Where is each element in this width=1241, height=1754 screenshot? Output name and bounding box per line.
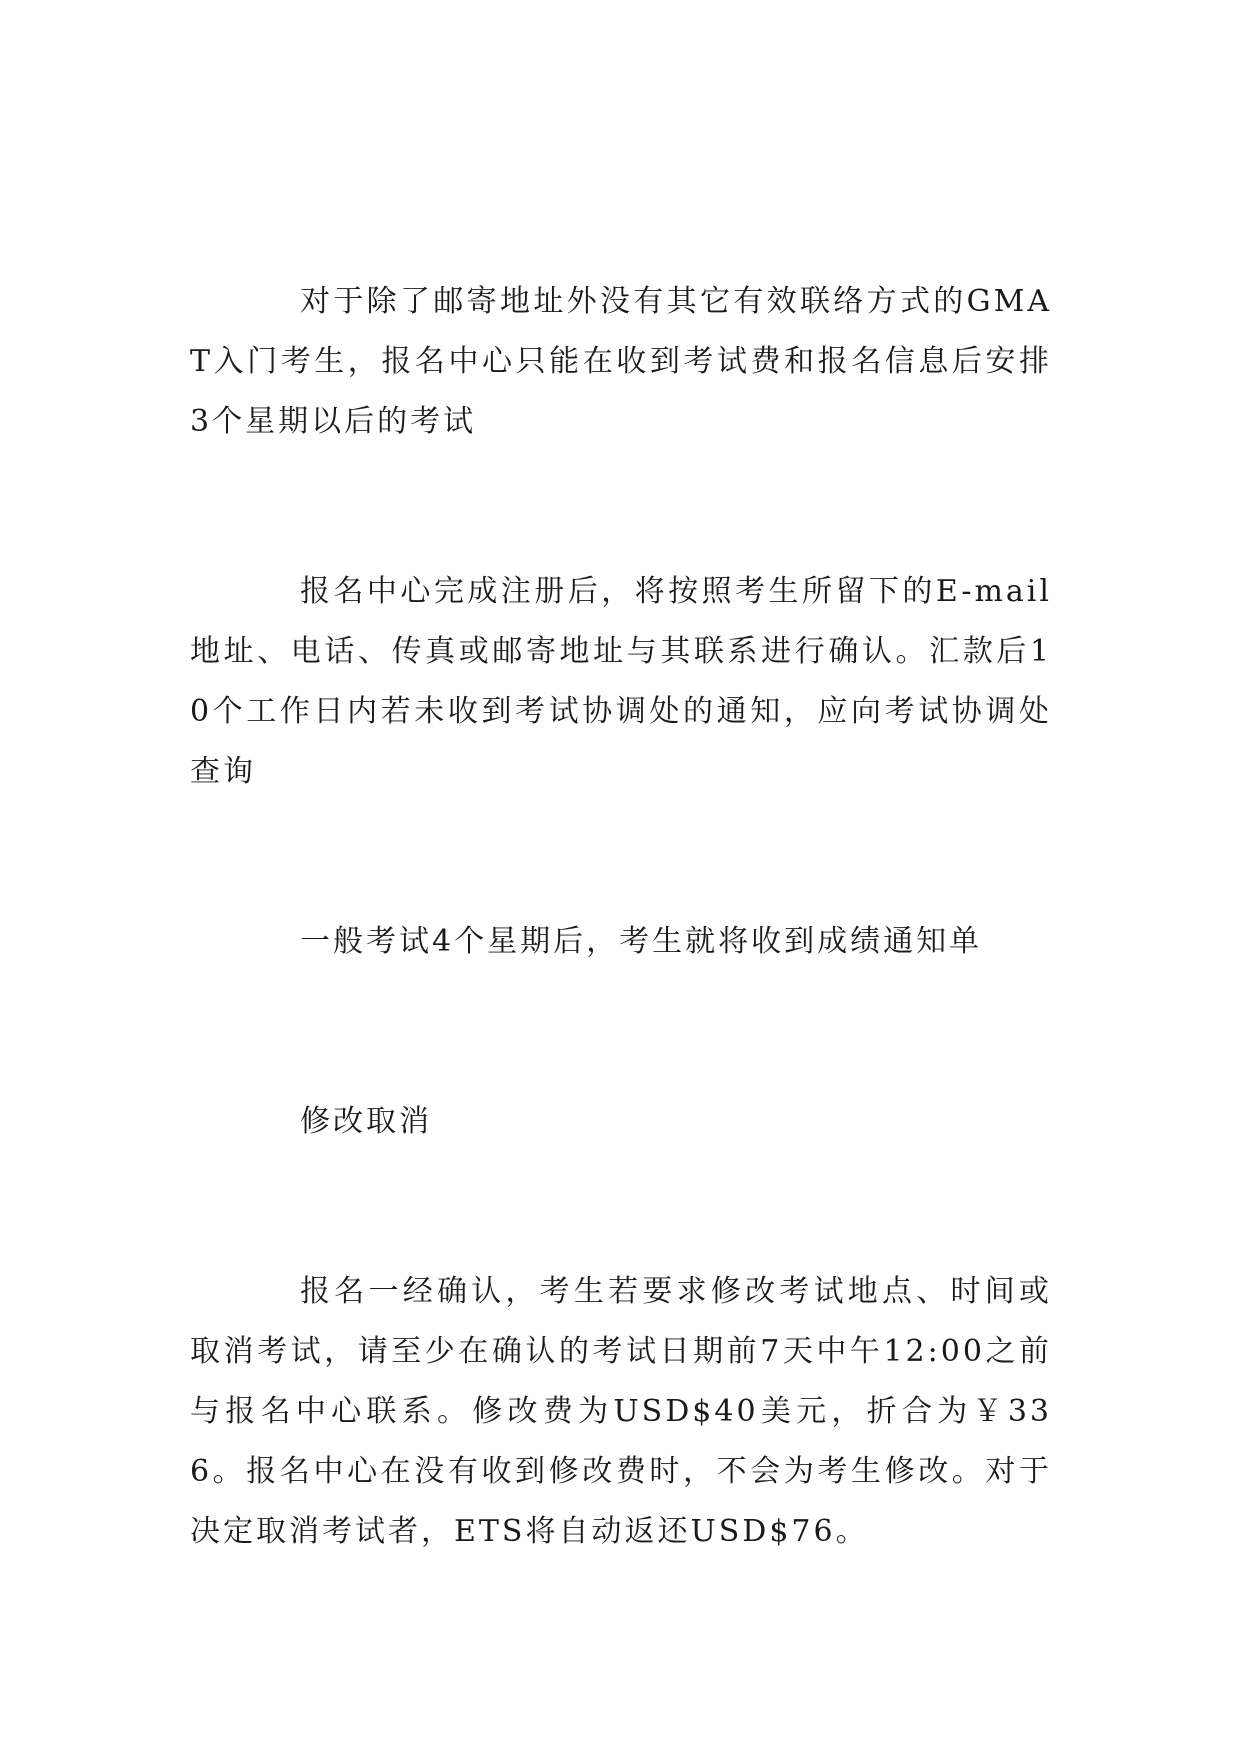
paragraph-registration-confirmation: 报名中心完成注册后，将按照考生所留下的E-mail地址、电话、传真或邮寄地址与其联系进行确认。汇款后10个工作日内若未收到考试协调处的通知，应向考试协调处查询 [190, 574, 1052, 789]
paragraph-score-report: 一般考试4个星期后，考生就将收到成绩通知单 [300, 924, 983, 959]
paragraph-modify-cancel-policy: 报名一经确认，考生若要求修改考试地点、时间或取消考试，请至少在确认的考试日期前7天中午12:00之前与报名中心联系。修改费为USD$40美元，折合为￥336。报名中心在没有收到修改费时，不会为考生修改。对于决定取消考试者，ETS将自动返还USD$76。 [190, 1274, 1052, 1549]
paragraph-mail-only-registration: 对于除了邮寄地址外没有其它有效联络方式的GMAT入门考生，报名中心只能在收到考试费和报名信息后安排3个星期以后的考试 [190, 284, 1052, 439]
section-heading-modify-cancel: 修改取消 [300, 1104, 432, 1139]
